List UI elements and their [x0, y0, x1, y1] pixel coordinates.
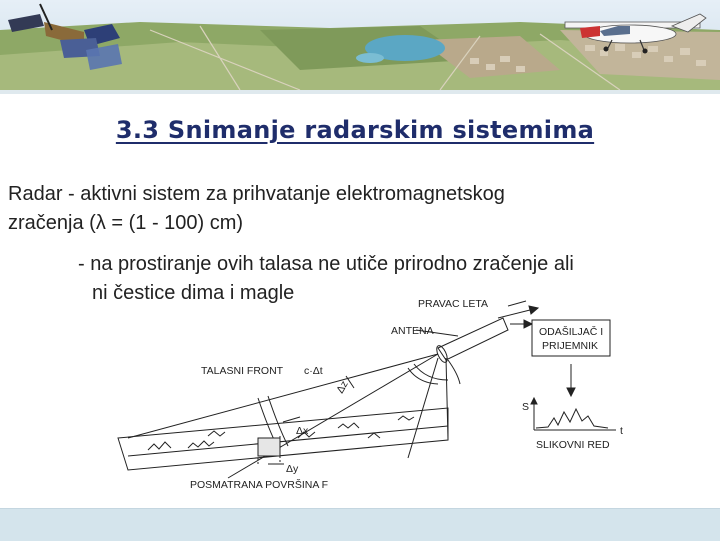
observed-surface — [118, 408, 448, 470]
label-t-axis: t — [620, 425, 623, 437]
footer-bar — [0, 508, 720, 541]
label-flight-direction: PRAVAC LETA — [418, 298, 489, 310]
header-banner — [0, 0, 720, 90]
paragraph-line-2: zračenja (λ = (1 - 100) cm) — [8, 212, 244, 234]
label-dy: Δy — [286, 463, 299, 475]
label-dz: Δz — [334, 378, 351, 396]
label-transmitter-1: ODAŠILJAČ I — [539, 326, 604, 338]
label-image-line: SLIKOVNI RED — [536, 439, 610, 451]
antenna-body — [438, 318, 508, 360]
bullet-line-2: ni čestice dima i magle — [92, 282, 295, 304]
aerial-photo-banner — [0, 0, 720, 90]
label-s-axis: S — [522, 401, 530, 413]
label-dx: Δx — [296, 425, 309, 437]
paragraph-line-1: Radar - aktivni sistem za prihvatanje elektromagnetskog — [8, 183, 505, 205]
banner-divider — [0, 90, 720, 94]
label-wavefront: TALASNI FRONT — [201, 365, 284, 377]
signal-trace — [536, 409, 608, 428]
slide-title: 3.3 Snimanje radarskim sistemima — [115, 116, 595, 144]
label-observed-surface: POSMATRANA POVRŠINA F — [190, 479, 329, 491]
label-c-dt: c·Δt — [304, 365, 323, 377]
radar-diagram — [108, 288, 668, 498]
label-antenna: ANTENA — [391, 325, 434, 337]
label-transmitter-2: PRIJEMNIK — [542, 340, 599, 352]
bullet-line-1: - na prostiranje ovih talasa ne utiče prirodno zračenje ali — [78, 253, 574, 275]
intro-paragraph — [8, 180, 708, 238]
